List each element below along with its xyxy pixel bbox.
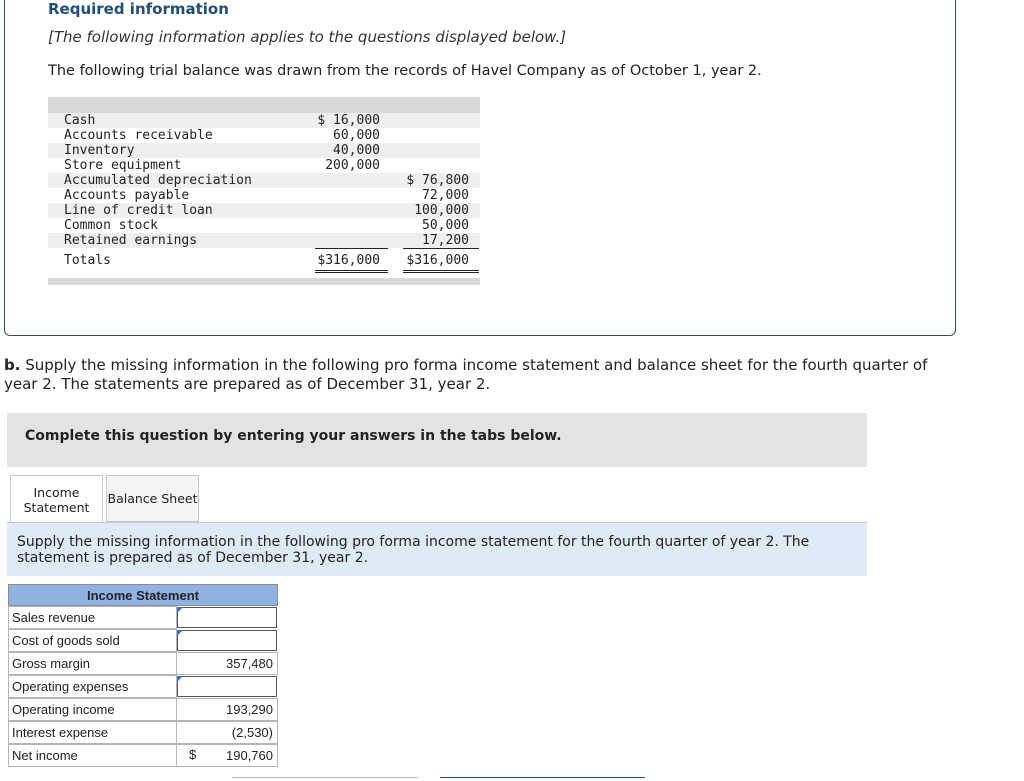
credit-total-double-rule (403, 272, 479, 273)
trial-balance-top-bar (48, 97, 480, 113)
debit-total-double-rule (315, 270, 388, 271)
trial-balance-row: Retained earnings 17,200 (48, 233, 480, 248)
cost-of-goods-sold-input[interactable] (177, 630, 277, 651)
trial-balance-row: Accounts receivable 60,000 (64, 128, 380, 143)
trial-balance-row: Inventory 40,000 (48, 143, 480, 158)
tab-income-statement[interactable]: Income Statement (10, 475, 103, 523)
instruction-panel: Supply the missing information in the following pro forma income statement for the fourth quarter of year 2. The statement is prepared as of December 31, year 2. (7, 523, 867, 576)
income-row-interest-expense: Interest expense (2,530) (8, 721, 278, 744)
trial-balance-row: Accumulated depreciation $ 76,800 (48, 173, 480, 188)
income-row-cost-of-goods-sold: Cost of goods sold (8, 629, 278, 652)
trial-balance-row: Common stock 50,000 (64, 218, 469, 233)
income-row-operating-income: Operating income 193,290 (8, 698, 278, 721)
operating-expenses-input[interactable] (177, 676, 277, 697)
income-row-gross-margin: Gross margin 357,480 (8, 652, 278, 675)
next-button-edge[interactable] (440, 777, 645, 781)
trial-balance-table (48, 97, 480, 285)
complete-question-banner: Complete this question by entering your answers in the tabs below. (7, 413, 867, 467)
trial-balance-row: Cash $ 16,000 (48, 113, 480, 128)
operating-income-value: 193,290 (177, 698, 278, 721)
trial-balance-row: Accounts payable 72,000 (64, 188, 469, 203)
required-information-title: Required information (48, 0, 229, 18)
income-row-sales-revenue: Sales revenue (8, 606, 278, 629)
interest-expense-value: (2,530) (177, 721, 278, 744)
previous-button-edge[interactable] (232, 777, 418, 781)
debit-subtotal-rule (315, 248, 388, 249)
currency-symbol: $ (189, 747, 197, 762)
gross-margin-value: 357,480 (177, 652, 278, 675)
credit-total-double-rule (403, 270, 479, 271)
trial-balance-row: Line of credit loan 100,000 (48, 203, 480, 218)
net-income-value: 190,760 (177, 744, 278, 767)
trial-balance-intro: The following trial balance was drawn from the records of Havel Company as of October 1, year 2. (48, 63, 762, 79)
income-row-net-income: Net income 190,760 $ (8, 744, 278, 767)
credit-subtotal-rule (403, 248, 479, 249)
sales-revenue-input[interactable] (177, 607, 277, 628)
debit-total-double-rule (315, 272, 388, 273)
tab-balance-sheet[interactable]: Balance Sheet (106, 475, 199, 522)
income-statement-title: Income Statement (8, 584, 278, 606)
trial-balance-totals-row: Totals $316,000 $316,000 (64, 253, 469, 268)
trial-balance-bottom-bar (48, 278, 480, 285)
income-row-operating-expenses: Operating expenses (8, 675, 278, 698)
applies-note: [The following information applies to the questions displayed below.] (48, 28, 567, 46)
question-b-text: b. Supply the missing information in the following pro forma income statement and balance sheet for the fourth quarter of year 2. The statements are prepared as of December 31, year 2. (4, 356, 928, 393)
trial-balance-row: Store equipment 200,000 (64, 158, 380, 173)
